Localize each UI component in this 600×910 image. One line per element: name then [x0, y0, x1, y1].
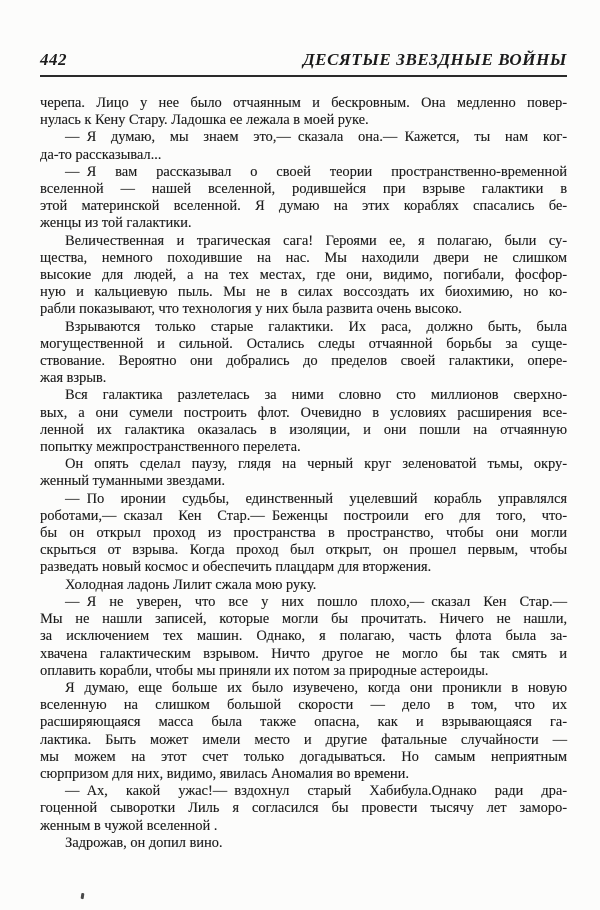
- text-line: — Ах, какой ужас!— вздохнул старый Хабибула.Однако ради дра-: [65, 783, 567, 800]
- text-line: Я думаю, еще больше их было изувечено, когда они проникли в новую: [65, 679, 567, 696]
- scan-speck-artifact: [81, 893, 84, 899]
- page-header: [40, 50, 567, 77]
- text-line: бы он открыл проход из пространства в пространство, чтобы они могли: [40, 525, 567, 542]
- text-line: черепа. Лицо у нее было отчаянным и бескровным. Она медленно повер-: [40, 95, 567, 111]
- text-line: жая взрыв.: [40, 370, 107, 387]
- text-line: расширяющаяся масса была также опасна, как и взрывающаяся га-: [40, 714, 567, 731]
- text-line: мы можем на этот счет только догадываться. Но самым неприятным: [40, 748, 567, 765]
- text-line: попытку межпространственного перелета.: [40, 439, 301, 456]
- text-line: — Я не уверен, что все у них пошло плохо,— сказал Кен Стар.—: [65, 593, 567, 610]
- text-line: Холодная ладонь Лилит сжала мою руку.: [65, 576, 317, 593]
- text-line: Взрываются только старые галактики. Их раса, должно быть, была: [65, 318, 567, 335]
- text-line: — Я вам рассказывал о своей теории пространственно-временной: [65, 163, 567, 180]
- text-line: оплавить корабли, чтобы мы приняли их потом за природные астероиды.: [40, 662, 489, 679]
- text-line: Мы не нашли записей, которые могли бы прочитать. Ничего не нашли,: [40, 611, 567, 628]
- page-number: 442: [40, 50, 67, 69]
- text-line: щества, немного походившие на нас. Мы находили двери не слишком: [40, 249, 567, 266]
- text-line: — По иронии судьбы, единственный уцелевший корабль управлялся: [65, 490, 567, 507]
- text-line: вселенную на слишком большой скорости — дело в том, что их: [40, 697, 567, 714]
- text-line: сюрпризом для них, видимо, явилась Аномалия во времени.: [40, 765, 409, 782]
- text-line: женным в чужой вселенной .: [40, 817, 218, 834]
- text-line: Величественная и трагическая сага! Героями ее, я полагаю, были су-: [65, 232, 567, 249]
- text-line: высокие для людей, а на тех местах, где они, видимо, погибали, фосфор-: [40, 267, 567, 284]
- text-line: вых, а они сумели построить флот. Очевидно в условиях расширения все-: [40, 404, 567, 421]
- running-title: ДЕСЯТЫЕ ЗВЕЗДНЫЕ ВОЙНЫ: [302, 50, 567, 69]
- text-line: роботами,— сказал Кен Стар.— Беженцы построили его для того, что-: [40, 507, 567, 524]
- page-text: [40, 95, 567, 852]
- text-line: ствование. Вероятно они добрались до пределов своей галактики, опере-: [40, 353, 567, 370]
- text-line: разведать новый космос и обеспечить плацдарм для вторжения.: [40, 559, 432, 576]
- text-line: вселенной — нашей вселенной, родившейся при взрыве галактики в: [40, 181, 567, 198]
- text-line: ную и кальциевую пыль. Мы не в силах воссоздать их биохимию, но ко-: [40, 284, 567, 301]
- text-line: лактика. Быть может имели место и другие фатальные случайности —: [40, 731, 567, 748]
- text-line: Вся галактика разлетелась за ними словно сто миллионов сверхно-: [65, 387, 567, 404]
- text-line: этой материнской вселенной. Я думаю на этих кораблях спасались бе-: [40, 198, 567, 215]
- text-line: хвачена галактическим взрывом. Ничто другое не могло бы так смять и: [40, 645, 567, 662]
- text-line: гоценной сыворотки Лиль я согласился бы провести тысячу лет заморо-: [40, 800, 567, 817]
- text-line: женный туманными звездами.: [40, 473, 225, 490]
- text-line: Он опять сделал паузу, глядя на черный круг зеленоватой тьмы, окру-: [65, 456, 567, 473]
- text-line: могущественной и сильной. Остались следы отчаянной борьбы за суще-: [40, 335, 567, 352]
- text-line: — Я думаю, мы знаем это,— сказала она.— Кажется, ты нам ког-: [65, 129, 567, 146]
- text-line: Задрожав, он допил вино.: [65, 834, 223, 851]
- text-line: скрыться от взрыва. Когда проход был открыт, он прошел первым, чтобы: [40, 542, 567, 559]
- text-line: ленной их галактика оказалась в изоляции, и они пошли на отчаянную: [40, 421, 567, 438]
- text-line: женцы из той галактики.: [40, 215, 192, 232]
- text-line: рабли показывают, что технология у них была развита очень высоко.: [40, 301, 462, 318]
- text-line: нулась к Кену Стару. Ладошка ее лежала в моей руке.: [40, 112, 369, 129]
- header-row: [40, 50, 567, 70]
- text-line: да-то рассказывал...: [40, 146, 162, 163]
- text-line: за исключением тех машин. Однако, я полагаю, часть флота была за-: [40, 628, 567, 645]
